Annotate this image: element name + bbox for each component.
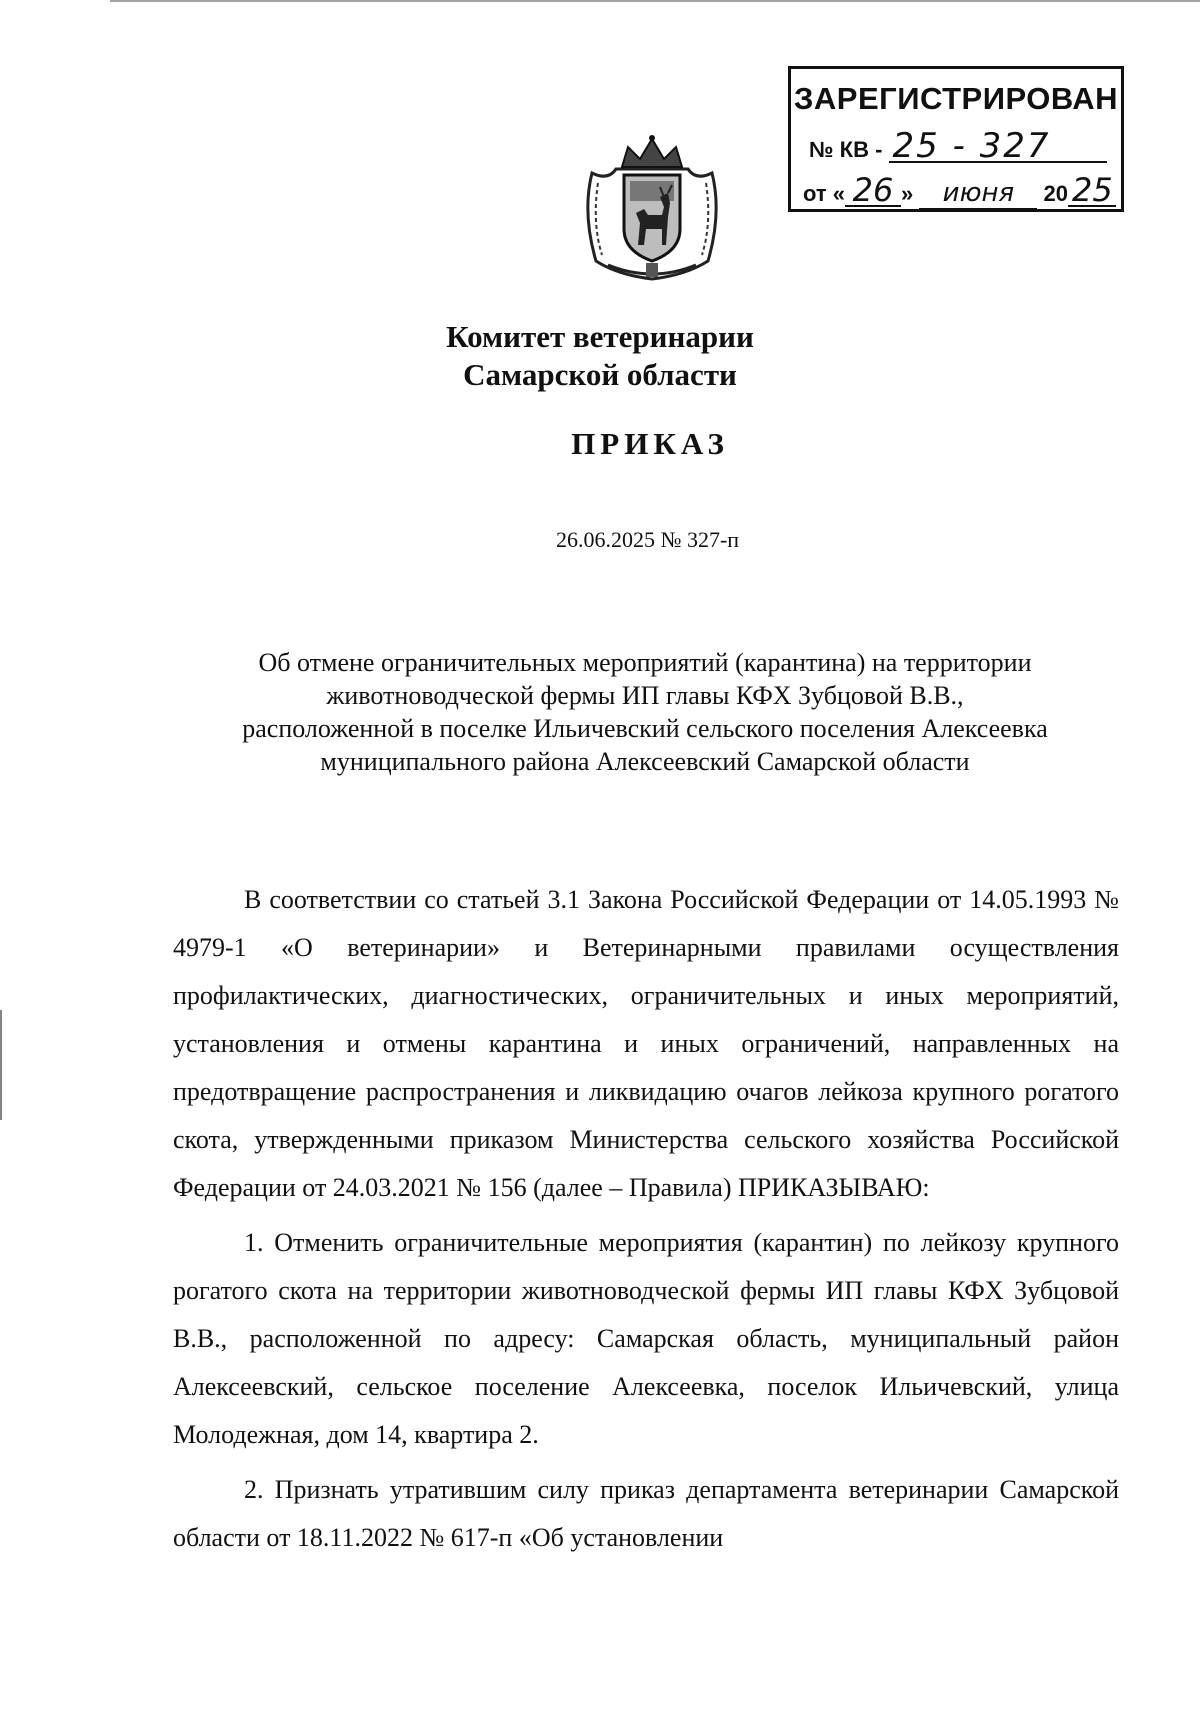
document-type: ПРИКАЗ — [571, 426, 729, 461]
registration-stamp — [788, 66, 1124, 212]
preamble-paragraph: В соответствии со статьей 3.1 Закона Российской Федерации от 14.05.1993 № 4979-1 «О ветеринарии» и Ветеринарными правилами осуществления профилактических, диагностических, ограничительных и иных мероприятий, установления и отмены карантина и иных ограничений, направленных на предотвращение распространения и ликвидацию очагов лейкоза крупного рогатого скота, утвержденными приказом Министерства сельского хозяйства Российской Федерации от 24.03.2021 № 156 (далее – Правила) ПРИКАЗЫВАЮ: — [173, 885, 1119, 1202]
clause-2-paragraph: 2. Признать утратившим силу приказ департамента ветеринарии Самарской области от 18.11.2022 № 617-п «Об установлении — [173, 1475, 1119, 1552]
stamp-number-prefix: № КВ - — [809, 137, 883, 162]
coat-of-arms-icon — [578, 133, 726, 283]
stamp-date-row — [803, 171, 1116, 210]
stamp-date-sep: » — [901, 181, 914, 206]
stamp-year-handwritten: 25 — [1068, 175, 1116, 207]
subject-line: Об отмене ограничительных мероприятий (карантина) на территории — [258, 648, 1032, 677]
order-subject — [180, 646, 1110, 778]
clause-1-paragraph: 1. Отменить ограничительные мероприятия (карантин) по лейкозу крупного рогатого скота на территории животноводческой фермы ИП главы КФХ Зубцовой В.В., расположенной по адресу: Самарская область, муниципальный район Алексеевский, сельское поселение Алексеевка, поселок Ильичевский, улица Молодежная, дом 14, квартира 2. — [173, 1228, 1119, 1449]
scan-edge-top — [110, 0, 1200, 2]
scan-edge-left — [0, 1010, 2, 1120]
stamp-title: ЗАРЕГИСТРИРОВАН — [793, 81, 1119, 116]
order-body — [173, 876, 1119, 1562]
stamp-day-handwritten: 26 — [845, 175, 901, 207]
org-name-line1: Комитет ветеринарии — [446, 319, 754, 354]
subject-line: расположенной в поселке Ильичевский сельского поселения Алексеевка — [242, 714, 1048, 743]
stamp-month-handwritten: июня — [919, 178, 1037, 210]
stamp-year-prefix: 20 — [1043, 181, 1068, 206]
stamp-number-handwritten: 25 - 327 — [889, 131, 1107, 163]
subject-line: муниципального района Алексеевский Самарской области — [320, 747, 970, 776]
organization-name — [0, 318, 1200, 394]
subject-line: животноводческой фермы ИП главы КФХ Зубцовой В.В., — [326, 681, 964, 710]
org-name-line2: Самарской области — [463, 357, 737, 392]
stamp-date-prefix: от « — [803, 181, 846, 206]
stamp-number-row — [809, 126, 1107, 166]
document-date-number: 26.06.2025 № 327-п — [555, 527, 740, 552]
